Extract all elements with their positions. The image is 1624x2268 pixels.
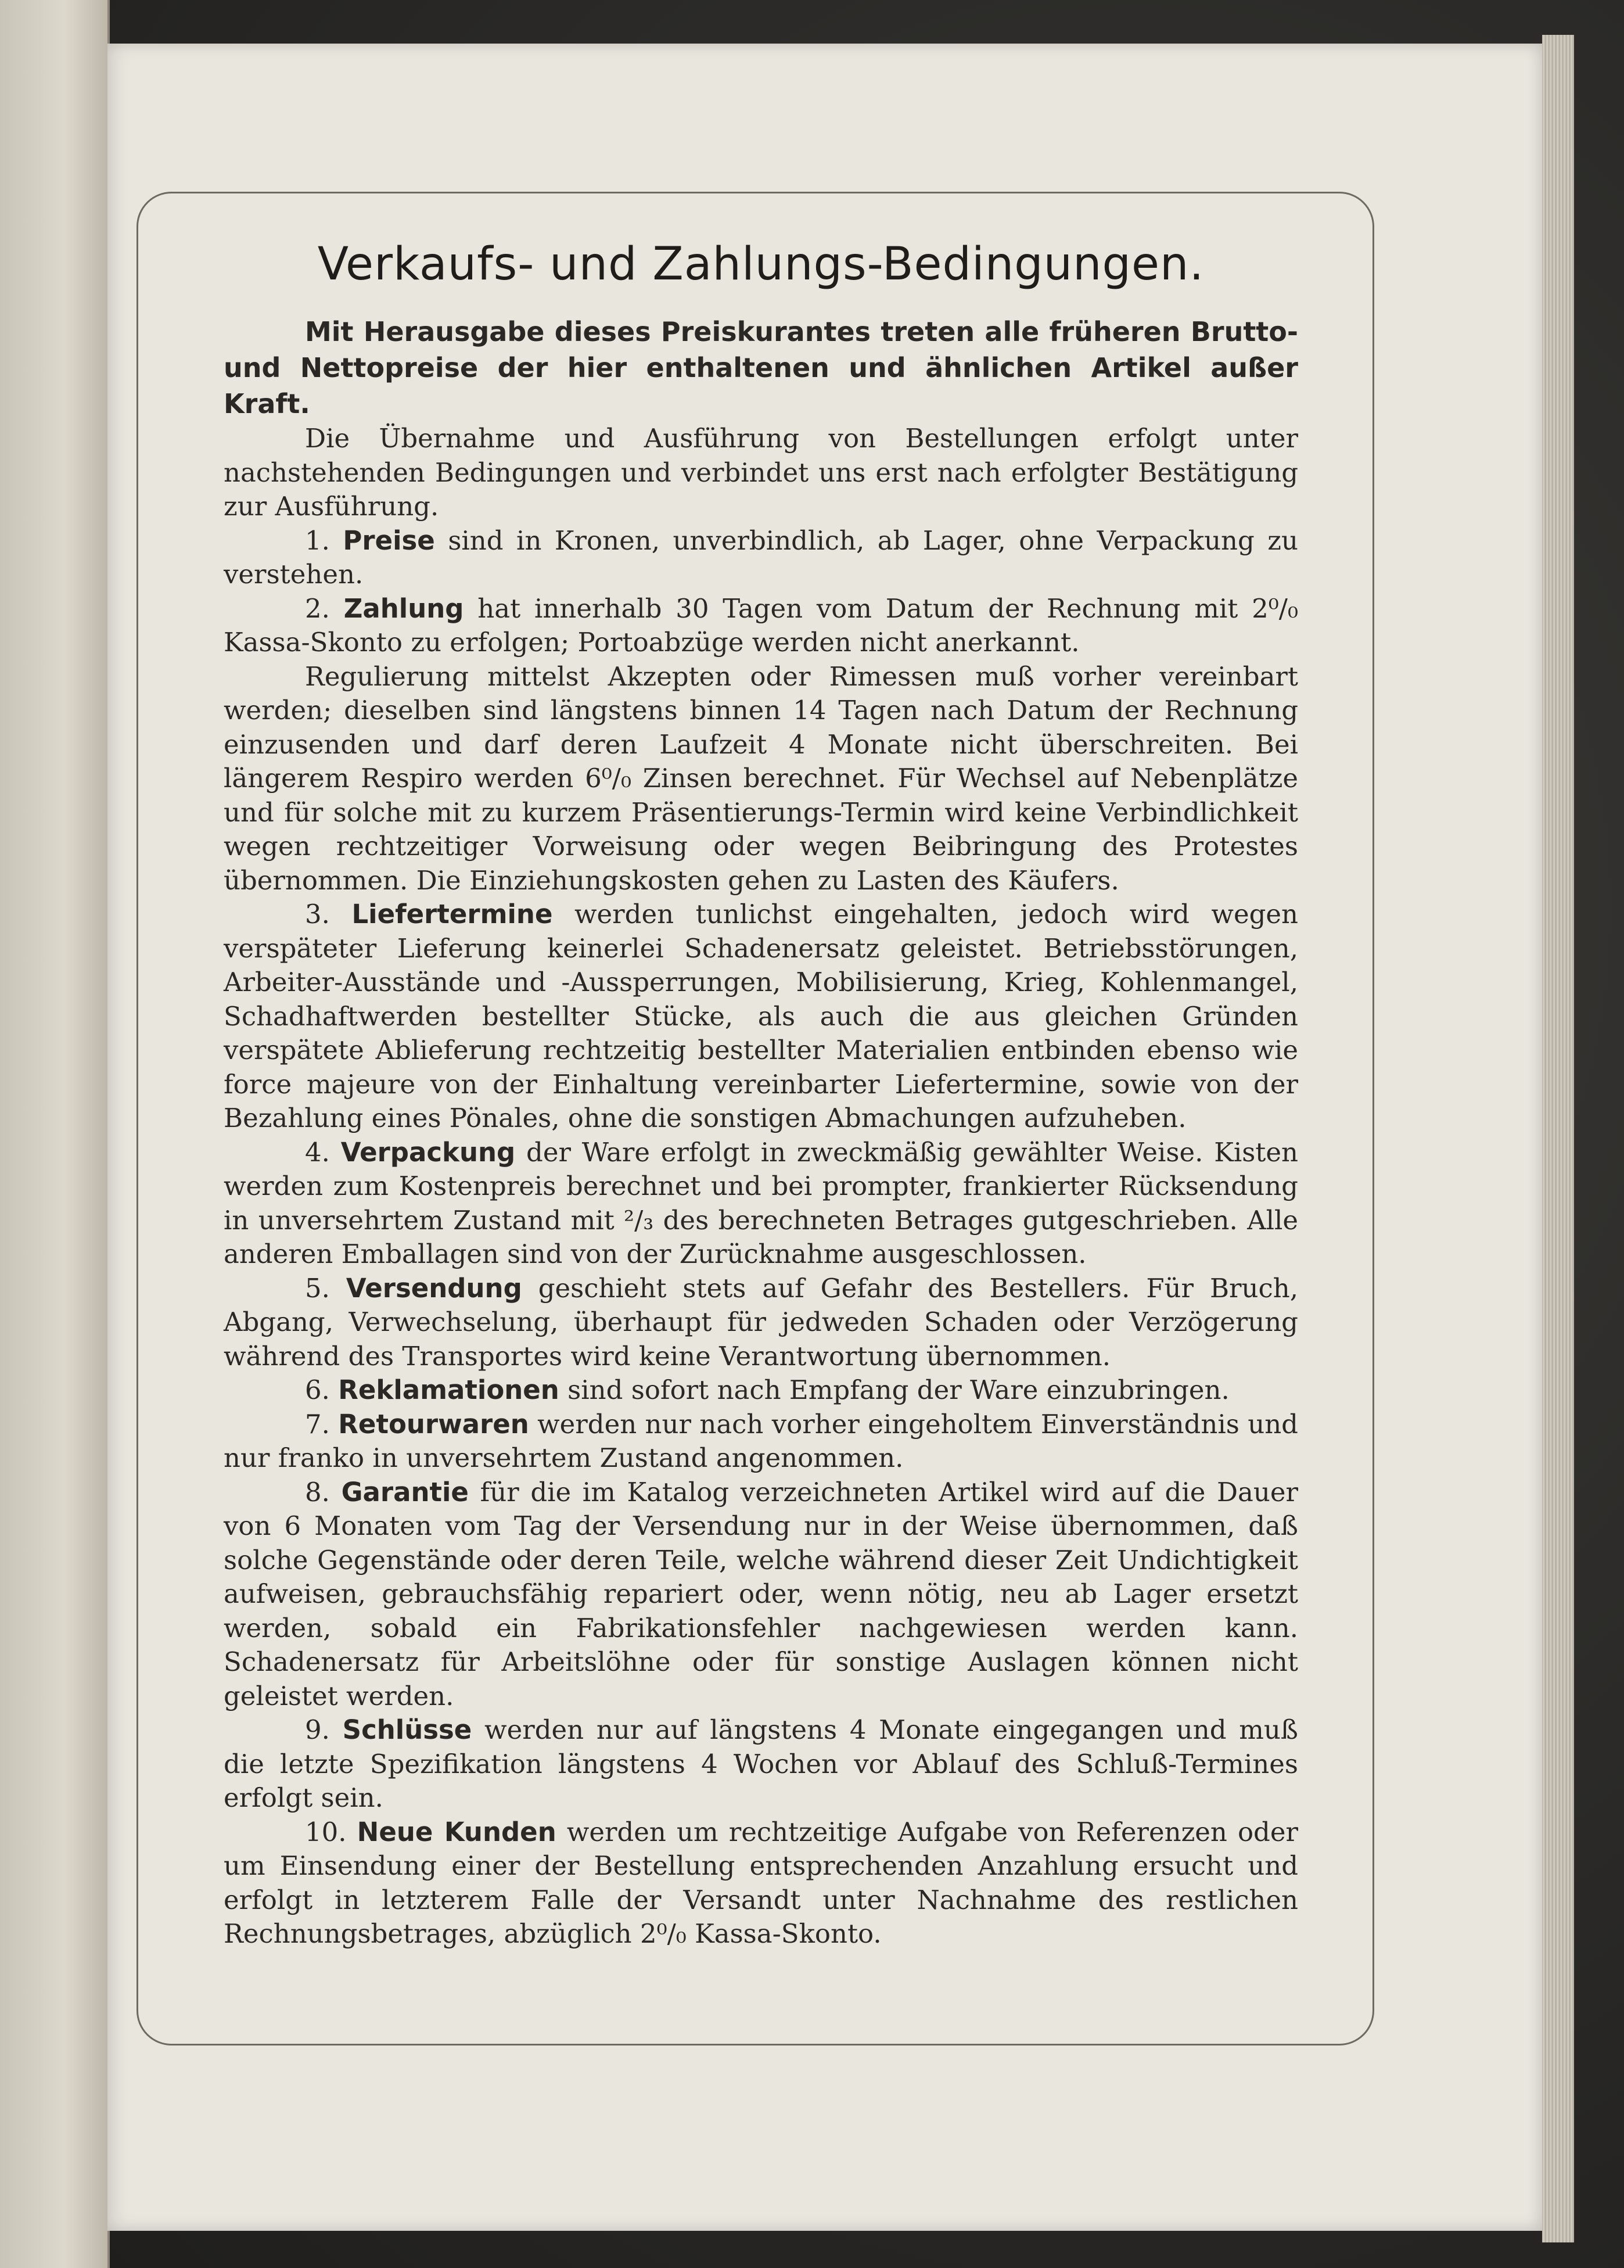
clause-1 [224,524,1298,592]
clause-7 [224,1408,1298,1476]
intro-paragraph: Mit Herausgabe dieses Preiskurantes treten alle früheren Brutto- und Nettopreise der hier enthaltenen und ähnlichen Artikel außer Kraft. [224,316,1298,419]
clause-9 [224,1713,1298,1815]
clause-keyword: Garantie [341,1476,469,1508]
preamble-paragraph: Die Übernahme und Ausführung von Bestellungen erfolgt unter nachstehenden Bedingungen und verbindet uns erst nach erfolgter Bestätigung zur Ausführung. [224,423,1298,522]
clause-text: werden nur auf längstens 4 Monate eingegangen und muß die letzte Spezifikation längstens 4 Wochen vor Ablauf des Schluß-Termines erfolgt sein. [224,1714,1298,1813]
clause-keyword: Preise [343,525,435,556]
clause-keyword: Retourwaren [338,1408,529,1440]
left-page-edge [0,0,110,2268]
clause-text: geschieht stets auf Gefahr des Bestellers. Für Bruch, Abgang, Verwechselung, überhaupt für jedweden Schaden oder Verzögerung während des Transportes wird keine Verantwortung übernommen. [224,1272,1298,1372]
clause-number: 5. [305,1272,330,1304]
clause-8 [224,1476,1298,1714]
clause-6 [224,1373,1298,1408]
clause-keyword: Liefertermine [351,899,553,930]
clause-text: werden tunlichst eingehalten, jedoch wird wegen verspäteter Lieferung keinerlei Schadenersatz geleistet. Betriebsstörungen, Arbeiter-Ausstände und -Aussperrungen, Mobilisierung, Krieg, Kohlenmangel, Schadhaftwerden bestellter Stücke, als auch die aus gleichen Gründen verspätete Ablieferung rechtzeitig bestellter Materialien entbinden ebenso wie force majeure von der Einhaltung vereinbarter Liefertermine, sowie von der Bezahlung eines Pönales, ohne die sonstigen Abmachungen aufzuheben. [224,899,1298,1133]
page-title: Verkaufs- und Zahlungs-Bedingungen. [317,238,1205,290]
clause-keyword: Zahlung [343,593,464,624]
clause-number: 6. [305,1375,330,1405]
clause-keyword: Schlüsse [342,1714,472,1745]
clause-text: für die im Katalog verzeichneten Artikel wird auf die Dauer von 6 Monaten vom Tag der Versendung nur in der Weise übernommen, daß solche Gegenstände oder deren Teile, welche während dieser Zeit Undichtigkeit aufweisen, gebrauchsfähig repariert oder, wenn nötig, neu ab Lager ersetzt werden, sobald ein Fabrikationsfehler nachgewiesen werden kann. Schadenersatz für Arbeitslöhne oder für sonstige Auslagen können nicht geleistet werden. [224,1476,1299,1711]
clause-text: sind in Kronen, unverbindlich, ab Lager, ohne Verpackung zu verstehen. [224,525,1298,590]
clause-number: 9. [305,1714,330,1745]
clause-text: sind sofort nach Empfang der Ware einzubringen. [567,1375,1230,1405]
clause-4 [224,1136,1298,1272]
page-stack-edge [1542,35,1574,2242]
clause-10 [224,1815,1298,1951]
clause-text: der Ware erfolgt in zweckmäßig gewählter Weise. Kisten werden zum Kostenpreis berechnet und bei prompter, frankierter Rücksendung in unversehrtem Zustand mit ²/₃ des berechneten Betrages gutgeschrieben. Alle anderen Emballagen sind von der Zurücknahme ausgeschlossen. [224,1136,1299,1269]
clause-keyword: Verpackung [340,1136,516,1168]
clause-text: werden um rechtzeitige Aufgabe von Referenzen oder um Einsendung einer der Bestellung entsprechenden Anzahlung ersucht und erfolgt in letzterem Falle der Versandt unter Nachnahme des restlichen Rechnungsbetrages, abzüglich 2⁰/₀ Kassa-Skonto. [224,1816,1299,1949]
clause-3 [224,898,1298,1136]
clause-text: Regulierung mittelst Akzepten oder Rimessen muß vorher vereinbart werden; dieselben sind längstens binnen 14 Tagen nach Datum der Rechnung einzusenden und darf deren Laufzeit 4 Monate nicht überschreiten. Bei längerem Respiro werden 6⁰/₀ Zinsen berechnet. Für Wechsel auf Nebenplätze und für solche mit zu kurzem Präsentierungs-Termin wird keine Verbindlichkeit wegen rechtzeitiger Vorweisung oder wegen Beibringung des Protestes übernommen. Die Einziehungskosten gehen zu Lasten des Käufers. [224,661,1298,896]
clause-2 [224,592,1298,660]
clause-keyword: Neue Kunden [357,1816,556,1847]
clause-number: 8. [305,1476,330,1508]
clause-number: 2. [305,593,330,624]
clause-number: 7. [305,1408,330,1440]
clause-number: 3. [305,899,330,930]
clause-5 [224,1272,1298,1374]
clause-text: werden nur nach vorher eingeholtem Einverständnis und nur franko in unversehrtem Zustand angenommen. [224,1408,1298,1473]
clause-number: 1. [305,525,330,556]
clause-number: 10. [305,1816,347,1847]
clause-keyword: Versendung [346,1272,522,1304]
clause-keyword: Reklamationen [338,1375,559,1405]
text-block [224,238,1298,1951]
clause-2-continued [224,660,1298,898]
clause-number: 4. [305,1136,330,1168]
clause-text: hat innerhalb 30 Tagen vom Datum der Rechnung mit 2⁰/₀ Kassa-Skonto zu erfolgen; Portoabzüge werden nicht anerkannt. [224,593,1299,658]
